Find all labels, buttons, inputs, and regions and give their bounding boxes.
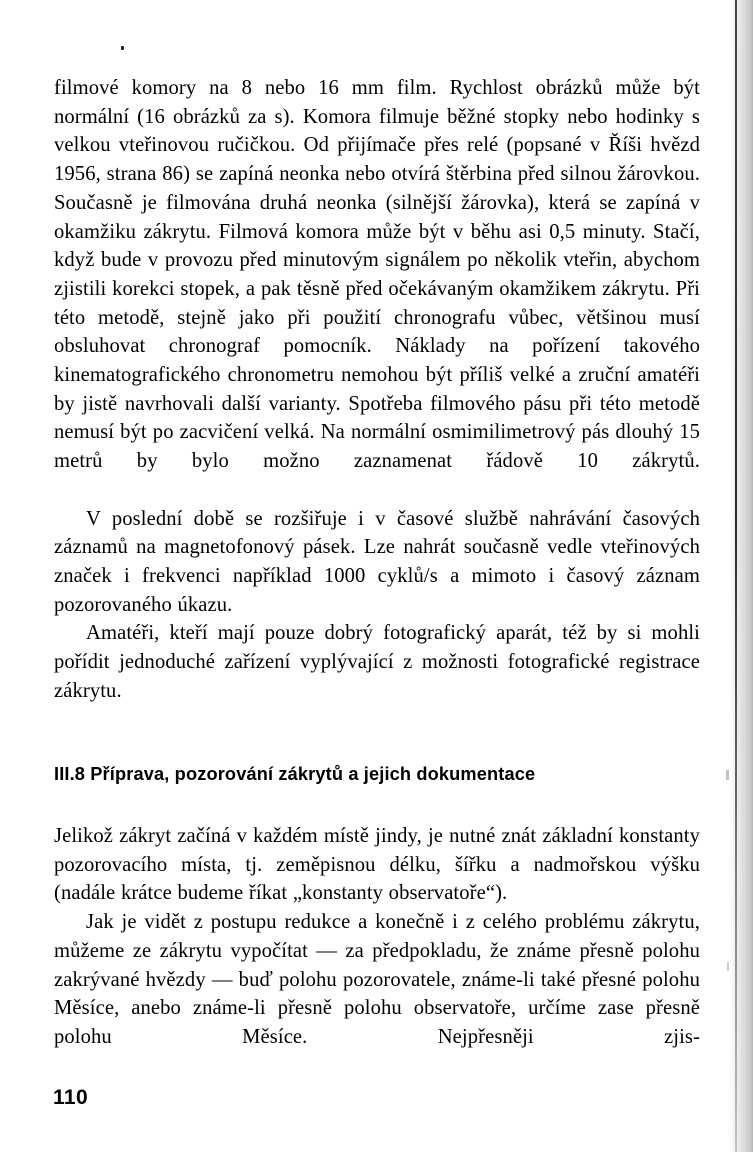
main-text-column-upper: [54, 74, 700, 705]
page-number: 110: [53, 1086, 89, 1109]
body-paragraph: filmové komory na 8 nebo 16 mm film. Rychlost obrázků může být normální (16 obrázků za s). Komora filmuje běžné stopky nebo hodinky s velkou vteřinovou ručičkou. Od přijímače přes relé (popsané v Říši hvězd 1956, strana 86) se zapíná neonka nebo otvírá štěrbina před silnou žárovkou. Současně je filmována druhá neonka (silnější žárovka), která se zapíná v okamžiku zákrytu. Filmová komora může být v běhu asi 0,5 minuty. Stačí, když bude v provozu před minutovým signálem po několik vteřin, abychom zjistili korekci stopek, a pak těsně před očekávaným okamžikem zákrytu. Při této metodě, stejně jako při použití chronografu vůbec, většinou musí obsluhovat chronograf pomocník. Náklady na pořízení takového kinematografického chronometru nemohou být příliš velké a zruční amatéři by jistě navrhovali další varianty. Spotřeba filmového pásu při této metodě nemusí být po zacvičení velká. Na normální osmimilimetrový pás dlouhý 15 metrů by bylo možno zaznamenat řádově 10 zákrytů.: [54, 77, 700, 473]
body-paragraph: Amatéři, kteří mají pouze dobrý fotografický aparát, též by si mohli pořídit jednoduché zařízení vyplývající z možnosti fotografické registrace zákrytu.: [54, 622, 700, 702]
body-paragraph: V poslední době se rozšiřuje i v časové službě nahrávání časových záznamů na magnetofonový pásek. Lze nahrát současně vedle vteřinových značek i frekvenci například 1000 cyklů/s a mimoto i časový záznam pozorovaného úkazu.: [54, 507, 700, 616]
scan-speck-artifact: [121, 46, 124, 50]
page-edge-line: [735, 0, 737, 1152]
body-paragraph: Jak je vidět z postupu redukce a konečně i z celého problému zákrytu, můžeme ze zákrytu vypočítat — za předpokladu, že známe přesně polohu zakrývané hvězdy — buď polohu pozorovatele, známe-li také přesné polohu Měsíce, anebo známe-li přesně polohu observatoře, určíme zase přesně polohu Měsíce. Nejpřesněji zjis-: [54, 911, 700, 1048]
section-heading-block: [54, 762, 700, 786]
page-edge-shadow: [713, 0, 753, 1152]
body-paragraph: Jelikož zákryt začíná v každém místě jindy, je nutné znát základní konstanty pozorovacího místa, tj. zeměpisnou délku, šířku a nadmořskou výšku (nadále krátce budeme říkat „konstanty observatoře“).: [54, 825, 700, 905]
main-text-column-lower: [54, 822, 700, 1080]
scan-edge-fleck: [726, 770, 729, 780]
scan-edge-fleck: [727, 962, 729, 971]
page-title: III.8 Příprava, pozorování zákrytů a jejich dokumentace: [54, 764, 536, 784]
